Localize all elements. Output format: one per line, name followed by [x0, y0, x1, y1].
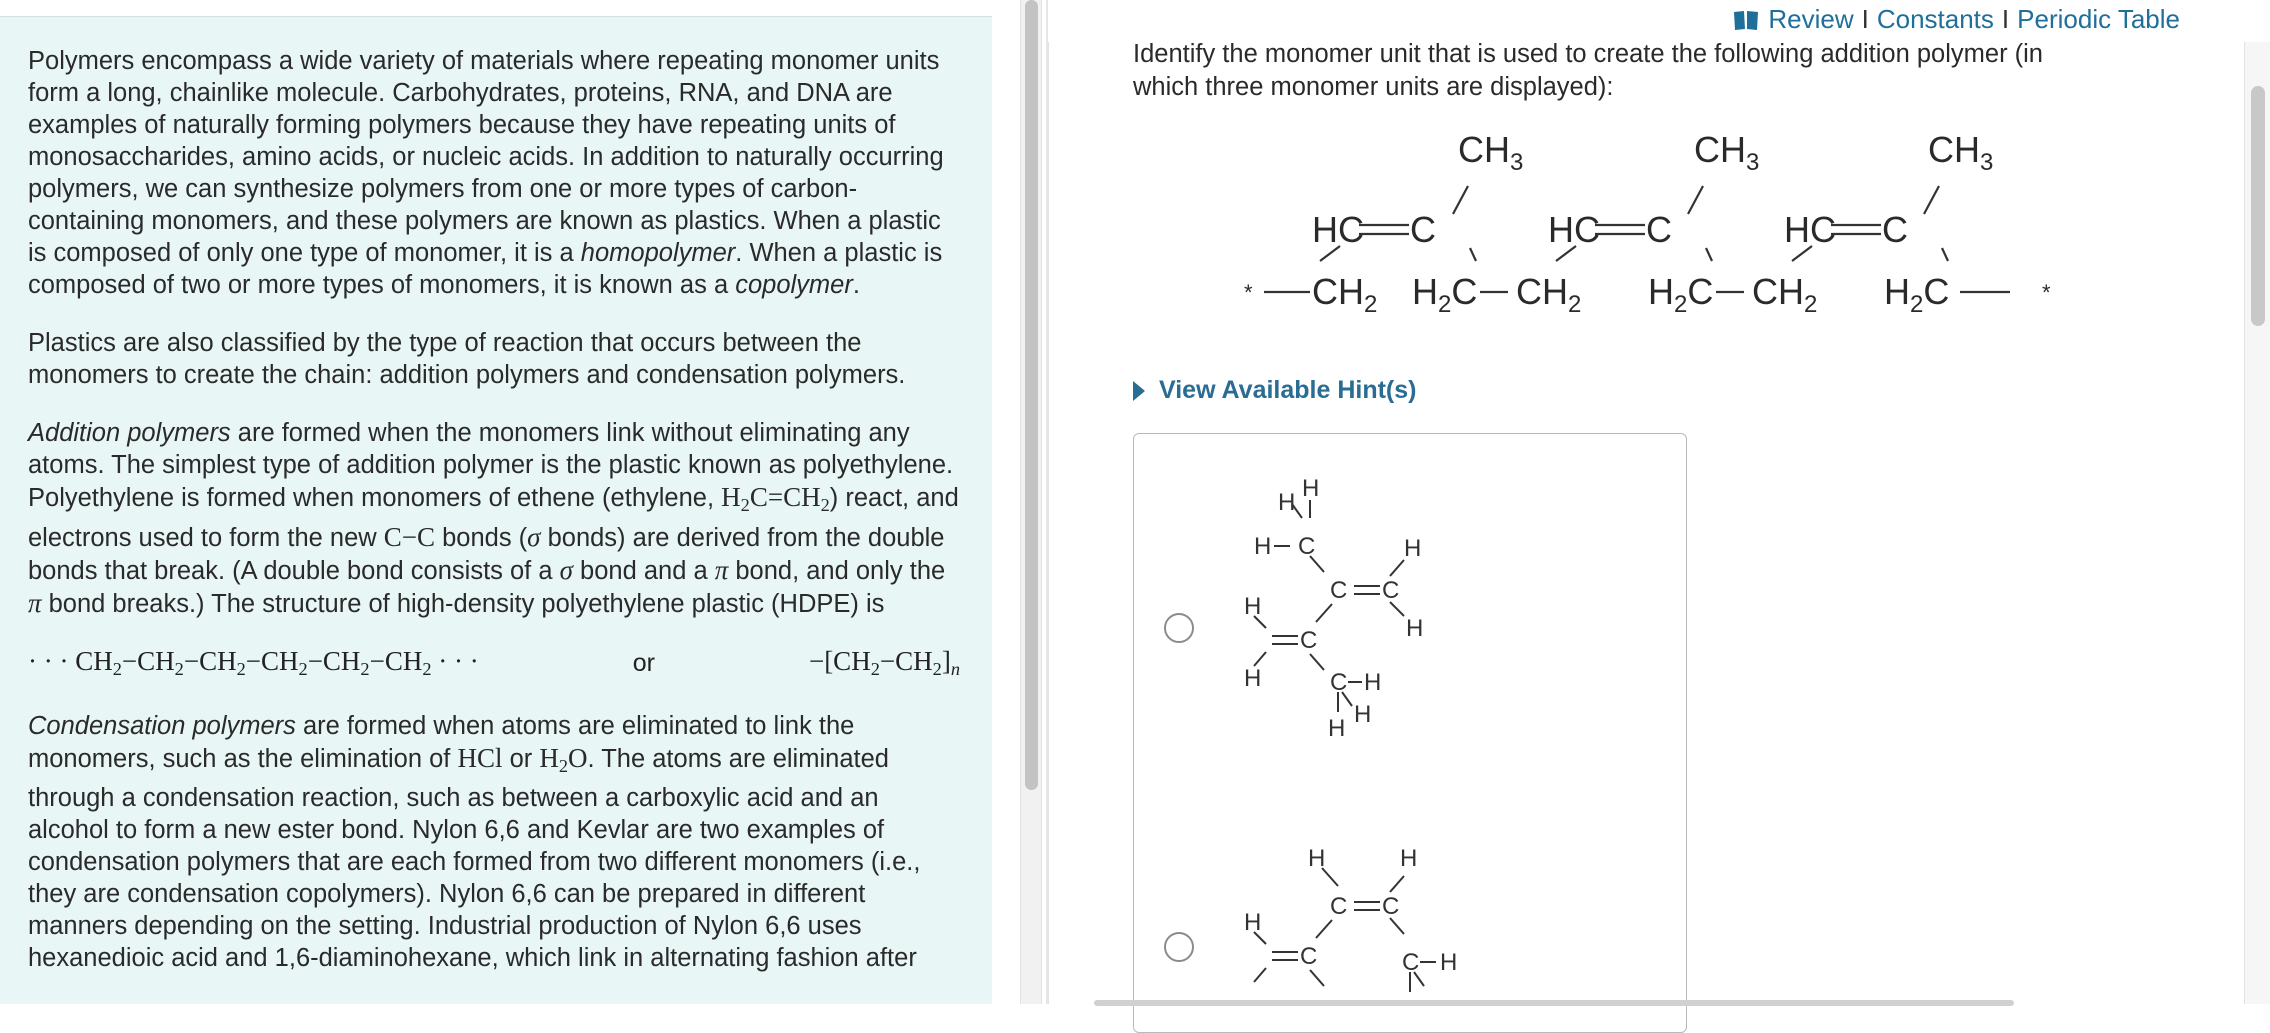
view-hints-label: View Available Hint(s) — [1159, 376, 1417, 404]
hdpe-equation — [28, 646, 964, 680]
svg-text:H: H — [1244, 593, 1262, 620]
svg-text:C: C — [1330, 893, 1348, 920]
h2c-1: $H_2C$ — [1412, 271, 1478, 318]
formula-ethene: $H_2C=CH_2$ — [721, 482, 830, 516]
ch3-3: $CH_3$ — [1928, 129, 1994, 176]
passage-paragraph-3: Addition polymers are formed when the monomers link without eliminating any atoms. The simplest type of addition polymer is the plastic known as polyethylene. Polyethylene is formed when monomers of ethene (ethylene, $H_2C=CH_2$) react, and electrons used to form the new C−C bonds (σ bonds) are derived from the double bonds that break. (A double bond consists of a σ bond and a π bond, and only the π bond breaks.) The structure of high-density polyethylene plastic (HDPE) is — [28, 419, 959, 619]
formula-c-c-bond: C−C — [383, 522, 436, 553]
svg-text:H: H — [1406, 615, 1424, 642]
svg-text:H: H — [1328, 715, 1346, 742]
passage-panel — [0, 16, 992, 1004]
passage-scrollbar[interactable] — [1020, 0, 1042, 1004]
term-addition-polymers: Addition polymers — [28, 419, 231, 447]
formula-water: $H_2O$ — [539, 743, 588, 777]
option-1-radio[interactable] — [1164, 613, 1194, 643]
question-scrollbar-thumb[interactable] — [2251, 86, 2265, 326]
svg-text:H: H — [1354, 701, 1372, 728]
constants-link[interactable]: Constants — [1876, 4, 1994, 34]
svg-text:C: C — [1382, 577, 1400, 604]
svg-text:H: H — [1254, 533, 1272, 560]
ch2-3: $CH_2$ — [1752, 271, 1818, 318]
svg-text:C: C — [1300, 627, 1318, 654]
term-condensation-polymers: Condensation polymers — [28, 712, 296, 741]
link-separator: I — [1861, 4, 1869, 34]
question-text: Identify the monomer unit that is used to create the following addition polymer (in which three monomer units are displayed): — [1133, 40, 2043, 101]
caret-right-icon — [1133, 381, 1145, 401]
passage-paragraph-1: Polymers encompass a wide variety of materials where repeating monomer units form a long, chainlike molecule. Carbohydrates, proteins, RNA, and DNA are examples of naturally forming polymers because they have repeating units of monosaccharides, amino acids, or nucleic acids. In addition to naturally occurring polymers, we can synthesize polymers from one or more types of carbon-containing monomers, and these polymers are known as plastics. When a plastic is composed of only one type of monomer, it is a homopolymer. When a plastic is composed of two or more types of monomers, it is known as a copolymer. — [28, 47, 944, 299]
option-2-radio[interactable] — [1164, 932, 1194, 962]
c-3: C — [1882, 209, 1908, 250]
term-copolymer: copolymer — [735, 271, 853, 299]
svg-text:H: H — [1244, 909, 1262, 936]
h2c-2: $H_2C$ — [1648, 271, 1714, 318]
svg-text:C: C — [1402, 949, 1420, 976]
svg-text:C: C — [1330, 669, 1348, 696]
passage-paragraph-2: Plastics are also classified by the type of reaction that occurs between the monomers to create the chain: addition polymers and condensation polymers. — [28, 329, 906, 389]
svg-text:H: H — [1308, 845, 1326, 872]
svg-text:H: H — [1400, 845, 1418, 872]
ch2-1: $CH_2$ — [1312, 271, 1378, 318]
svg-text:H: H — [1244, 665, 1262, 692]
svg-text:C: C — [1330, 577, 1348, 604]
option-1-structure — [1214, 464, 1474, 742]
h2c-3: $H_2C$ — [1884, 271, 1950, 318]
link-separator: I — [2001, 4, 2010, 34]
passage-scrollbar-thumb[interactable] — [1025, 0, 1038, 790]
svg-text:H: H — [1302, 475, 1320, 502]
periodic-table-link[interactable]: Periodic Table — [2017, 4, 2180, 34]
svg-text:C: C — [1300, 943, 1318, 970]
svg-text:H: H — [1404, 535, 1422, 562]
book-icon — [1732, 8, 1760, 32]
svg-text:H: H — [1440, 949, 1458, 976]
resource-links — [1732, 4, 2180, 35]
chain-end-star: * — [1244, 280, 1253, 305]
answer-options — [1133, 433, 1687, 1033]
hdpe-chain-formula: · · · $CH_2-CH_2-CH_2-CH_2-CH_2-CH_2$ · · · — [28, 646, 479, 680]
equation-or: or — [632, 648, 655, 677]
horizontal-scrollbar-thumb[interactable] — [1094, 1000, 2014, 1006]
svg-text:C: C — [1298, 533, 1316, 560]
view-hints-toggle[interactable] — [1133, 376, 1416, 405]
svg-text:C: C — [1382, 893, 1400, 920]
svg-text:H: H — [1364, 669, 1382, 696]
passage-paragraph-4: Condensation polymers are formed when atoms are eliminated to link the monomers, such as the elimination of HCl or $H_2O$. The atoms are eliminated through a condensation reaction, such as between a carboxylic acid and an alcohol to form a new ester bond. Nylon 6,6 and Kevlar are two examples of condensation polymers that are each formed from two different monomers (i.e., they are condensation copolymers). Nylon 6,6 can be prepared in different manners depending on the setting. Industrial production of Nylon 6,6 uses hexanedioic acid and 1,6-diaminohexane, which link in alternating fashion after — [28, 712, 921, 973]
ch2-2: $CH_2$ — [1516, 271, 1582, 318]
svg-text:H: H — [1278, 489, 1296, 516]
term-homopolymer: homopolymer — [580, 239, 736, 267]
question-scrollbar[interactable] — [2244, 42, 2270, 1004]
hdpe-repeat-formula: $-[CH_2-CH_2]_n$ — [808, 646, 960, 680]
hc-2: HC — [1548, 209, 1600, 250]
c-2: C — [1646, 209, 1672, 250]
formula-hcl: HCl — [457, 743, 503, 774]
chain-end-star: * — [2042, 280, 2051, 305]
polymer-structure — [1200, 118, 2080, 338]
hc-3: HC — [1784, 209, 1836, 250]
ch3-1: $CH_3$ — [1458, 129, 1524, 176]
review-link[interactable]: Review — [1768, 4, 1854, 34]
hc-1: HC — [1312, 209, 1364, 250]
c-1: C — [1410, 209, 1436, 250]
ch3-2: $CH_3$ — [1694, 129, 1760, 176]
